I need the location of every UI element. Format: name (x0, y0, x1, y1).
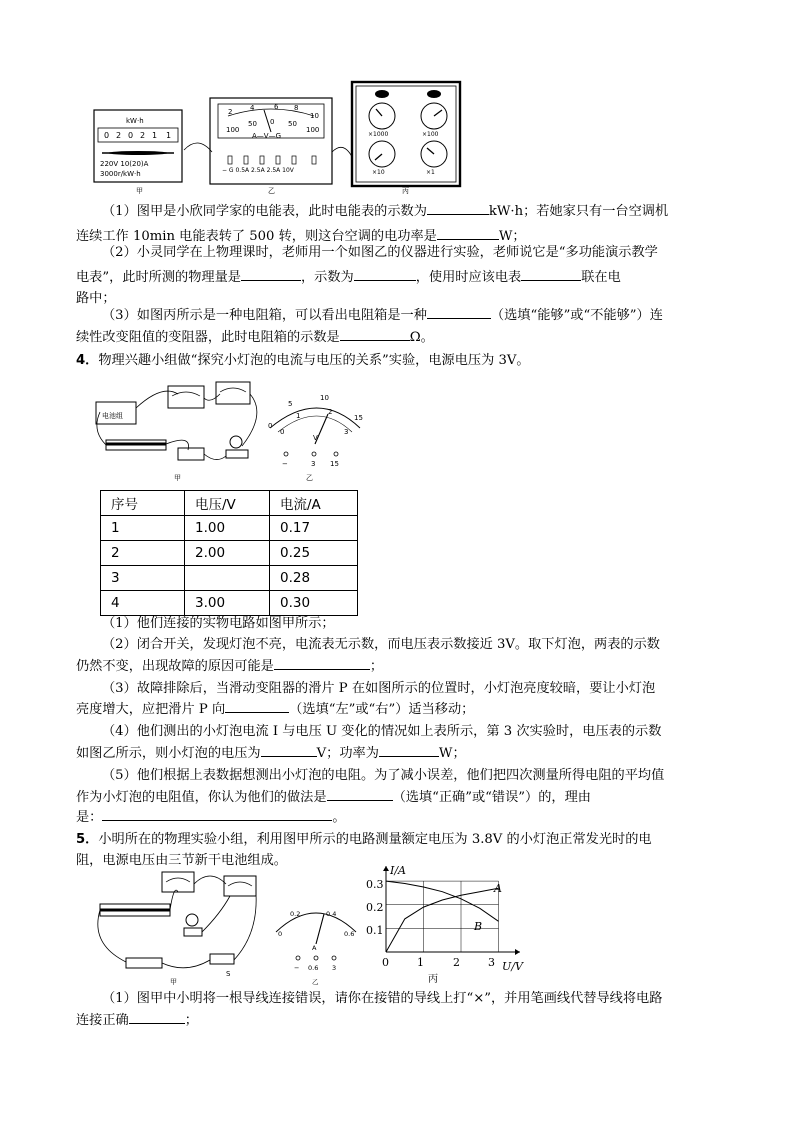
answer-blank[interactable] (437, 225, 499, 240)
text: W； (438, 746, 466, 761)
text: 连接正确 (76, 1013, 129, 1028)
table-cell: 0.17 (270, 516, 358, 541)
q4-figures (92, 374, 372, 488)
table-cell: 4 (101, 591, 185, 616)
q5-figures (90, 864, 360, 988)
amm-tick: 0 (278, 930, 283, 938)
table-row (101, 566, 358, 591)
q4-figures-svg (92, 374, 372, 488)
circuit-caption-2: 甲 (170, 978, 177, 986)
dial-multiplier: ×10 (372, 169, 385, 176)
table-header: 序号 (101, 491, 185, 516)
scale-bottom: 50 (288, 120, 297, 128)
switch-label: S (226, 970, 231, 978)
x-tick: 1 (417, 956, 424, 969)
volt-tick-inner: 3 (344, 428, 349, 436)
table-row (101, 541, 358, 566)
data-table (100, 490, 358, 616)
text: 仍然不变，出现故障的原因可能是 (76, 659, 274, 674)
q3-part2-line1 (76, 240, 744, 265)
x-axis-label: U/V (502, 960, 523, 973)
iu-graph (360, 862, 530, 986)
text: ； (184, 1013, 198, 1028)
scale-bottom: 100 (226, 126, 240, 134)
answer-blank[interactable] (261, 742, 317, 757)
figure-row-top (88, 80, 468, 198)
volt-terminal: − (282, 460, 288, 468)
answer-blank[interactable] (521, 266, 581, 281)
x-tick: 0 (382, 956, 389, 969)
scale-top: 2 (228, 108, 233, 116)
iu-graph-svg (360, 862, 530, 986)
text: （2）小灵同学在上物理课时，老师用一个如图乙的仪器进行实验，老师说它是“多功能演示教学 (102, 245, 658, 260)
volt-tick-outer: 15 (354, 414, 363, 422)
amm-tick: 0.4 (326, 910, 337, 918)
meter-revolutions: 3000r/kW·h (100, 170, 141, 178)
text: V；功率为 (316, 746, 379, 761)
scale-top: 8 (294, 104, 299, 112)
q3-part3-line2 (76, 325, 718, 350)
volt-terminal: 3 (311, 460, 316, 468)
y-tick: 0.3 (366, 878, 384, 891)
volt-label: V (313, 434, 318, 442)
meter-digit: 2 (116, 131, 122, 140)
volt-tick-inner: 0 (280, 428, 285, 436)
text: 小明所在的物理实验小组，利用图甲所示的电路测量额定电压为 3.8V 的小灯泡正常发光时的电 (98, 832, 652, 847)
table-cell[interactable] (185, 566, 270, 591)
answer-blank[interactable] (225, 698, 289, 713)
meter-digit: 0 (128, 131, 134, 140)
answer-blank[interactable] (427, 200, 489, 215)
table-cell: 0.25 (270, 541, 358, 566)
answer-blank[interactable] (102, 806, 332, 821)
ammeter-caption: 乙 (312, 978, 319, 986)
answer-blank[interactable] (327, 786, 393, 801)
meter-terminals: − G 0.5A 2.5A 2.5A 10V (222, 167, 294, 174)
meter-digit: 1 (152, 131, 158, 140)
text: 路中； (76, 291, 116, 306)
curve-a-label: A (494, 882, 502, 895)
dial-multiplier: ×1000 (368, 131, 389, 138)
table-cell: 2.00 (185, 541, 270, 566)
resistance-box-caption: 丙 (402, 187, 409, 195)
text: 联在电 (581, 270, 621, 285)
question-number: 5． (76, 832, 99, 847)
circuit-caption: 甲 (174, 474, 181, 482)
amm-terminal: − (294, 964, 300, 972)
text: （1）图甲是小欣同学家的电能表，此时电能表的示数为 (102, 204, 427, 219)
dial-multiplier: ×100 (422, 131, 439, 138)
meter-type-label: A—V—G (252, 132, 282, 140)
text: （选填“能够”或“不能够”）连 (490, 308, 663, 323)
table-cell: 3.00 (185, 591, 270, 616)
text: 作为小灯泡的电阻值，你认为他们的做法是 (76, 790, 327, 805)
meter-digit: 0 (104, 131, 110, 140)
table-cell: 0.28 (270, 566, 358, 591)
answer-blank[interactable] (274, 655, 370, 670)
text: （5）他们根据上表数据想测出小灯泡的电阻。为了减小误差，他们把四次测量所得电阻的平均值 (102, 768, 665, 783)
meter-caption: 甲 (136, 187, 143, 195)
text: 亮度增大，应把滑片 P 向 (76, 702, 226, 717)
volt-terminal: 15 (330, 460, 339, 468)
amm-tick: 0.2 (290, 910, 301, 918)
table-cell: 1.00 (185, 516, 270, 541)
answer-blank[interactable] (427, 304, 491, 319)
text: （3）故障排除后，当滑动变阻器的滑片 P 在如图所示的位置时，小灯泡亮度较暗，要让小灯泡 (102, 681, 656, 696)
scale-top: 4 (250, 104, 255, 112)
voltmeter-caption: 乙 (306, 474, 313, 482)
text: （选填“正确”或“错误”）的，理由 (392, 790, 591, 805)
text: （1）图甲中小明将一根导线连接错误，请你在接错的导线上打“×”，并用笔画线代替导线将电路 (102, 991, 663, 1006)
x-tick: 3 (488, 956, 495, 969)
table-header: 电压/V (185, 491, 270, 516)
amm-terminal: 3 (332, 964, 337, 972)
answer-blank[interactable] (379, 742, 439, 757)
top-figures-svg (88, 80, 468, 198)
answer-blank[interactable] (340, 326, 410, 341)
text: 阻，电源电压由三节新干电池组成。 (76, 853, 287, 868)
text: Ω。 (409, 330, 434, 345)
text: （选填“左”或“右”）适当移动； (289, 702, 475, 717)
battery-label: 电池组 (102, 412, 123, 420)
y-tick: 0.1 (366, 924, 384, 937)
volt-tick-outer: 10 (320, 394, 329, 402)
circuit-photo-2 (98, 872, 256, 968)
volt-tick-outer: 0 (268, 422, 273, 430)
text: 如图乙所示，则小灯泡的电压为 (76, 746, 261, 761)
table-cell: 2 (101, 541, 185, 566)
scale-top: 10 (310, 112, 319, 120)
text: （2）闭合开关，发现灯泡不亮，电流表无示数，而电压表示数接近 3V。取下灯泡，两表的示数 (102, 637, 660, 652)
text: ，使用时应该电表 (415, 270, 522, 285)
text: W； (498, 229, 526, 244)
q5-figures-svg (90, 864, 360, 988)
scale-top: 6 (274, 103, 279, 111)
table-row (101, 516, 358, 541)
circuit-photo (96, 382, 257, 460)
text: （4）他们测出的小灯泡电流 I 与电压 U 变化的情况如上表所示，第 3 次实验时，电压表的示数 (102, 724, 662, 739)
amm-label: A (312, 944, 317, 952)
scale-bottom: 50 (248, 120, 257, 128)
series-line-b (386, 881, 499, 921)
meter-digit-last: 1 (166, 131, 172, 140)
scale-bottom: 0 (270, 118, 275, 126)
text: （3）如图丙所示是一种电阻箱，可以看出电阻箱是一种 (102, 308, 427, 323)
curve-b-label: B (474, 920, 483, 933)
table-cell: 3 (101, 566, 185, 591)
meter-unit: kW·h (126, 117, 144, 125)
volt-tick-inner: 2 (328, 408, 333, 416)
text: 续性改变阻值的变阻器，此时电阻箱的示数是 (76, 330, 340, 345)
y-axis-arrow (383, 866, 389, 871)
text: kW·h；若她家只有一台空调机 (488, 204, 669, 219)
amm-tick: 0.6 (344, 930, 355, 938)
x-axis-arrow (515, 949, 520, 955)
amm-terminal: 0.6 (308, 964, 319, 972)
text: 。 (332, 810, 346, 825)
dial-multiplier: ×1 (426, 169, 435, 176)
demo-meter-caption: 乙 (268, 187, 275, 195)
q5-part1-line2 (76, 1008, 718, 1033)
text: 是： (76, 810, 103, 825)
q4-stem (76, 348, 718, 373)
y-axis-label: I/A (390, 864, 406, 877)
text: 电表”，此时所测的物理量是 (76, 270, 241, 285)
answer-blank[interactable] (354, 266, 416, 281)
text: 物理兴趣小组做“探究小灯泡的电流与电压的关系”实验，电源电压为 3V。 (98, 353, 530, 368)
answer-blank[interactable] (241, 266, 301, 281)
table-header: 电流/A (270, 491, 358, 516)
scale-bottom: 100 (306, 126, 320, 134)
text: ； (369, 659, 383, 674)
x-tick: 2 (453, 956, 460, 969)
text: （1）他们连接的实物电路如图甲所示； (102, 616, 335, 631)
table-cell: 1 (101, 516, 185, 541)
meter-rating: 220V 10(20)A (100, 160, 149, 168)
meter-digit: 2 (140, 131, 146, 140)
question-number: 4． (76, 353, 99, 368)
text: ，示数为 (301, 270, 354, 285)
table-header-row (101, 491, 358, 516)
y-tick: 0.2 (366, 901, 384, 914)
q3-part1-line1 (76, 199, 744, 224)
volt-tick-outer: 5 (288, 400, 293, 408)
table-cell: 0.30 (270, 591, 358, 616)
volt-tick-inner: 1 (296, 412, 301, 420)
graph-caption: 丙 (428, 974, 438, 985)
answer-blank[interactable] (129, 1009, 185, 1024)
text: 连续工作 10min 电能表转了 500 转，则这台空调的电功率是 (76, 229, 437, 244)
